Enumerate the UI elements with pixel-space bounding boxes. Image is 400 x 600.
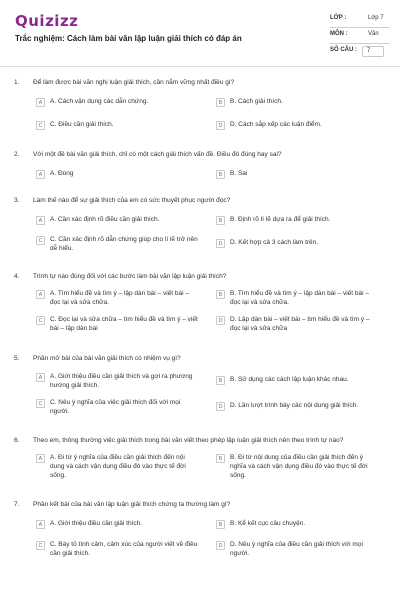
option-c[interactable]	[36, 541, 200, 559]
option-b[interactable]	[216, 98, 380, 107]
question-text: Để làm được bài văn nghị luận giải thích, cần nắm vững nhất điều gì?	[33, 79, 235, 86]
question-text: Với một đề bài văn giải thích, chỉ có một cách giải thích vấn đề. Điều đó đúng hay sai?	[33, 151, 282, 158]
option-text: D. Kết hợp cả 3 cách làm trên.	[230, 239, 319, 246]
option-letter: B	[216, 98, 225, 107]
meta-value: Lớp 7	[368, 15, 384, 21]
option-c[interactable]	[36, 236, 200, 254]
option-text: B. Cách giải thích.	[230, 98, 283, 105]
worksheet-meta	[330, 12, 390, 60]
question-number: 3.	[14, 197, 20, 204]
option-letter: B	[216, 170, 225, 179]
option-text: B. Đi từ nội dung của điều cần giải thích đến ý nghĩa và cách vận dụng điều đó vào thực tế đời sống.	[230, 454, 368, 479]
option-b[interactable]	[216, 376, 380, 385]
option-letter: A	[36, 520, 45, 529]
option-text: C. Bày tỏ tình cảm, cảm xúc của người viết về điều cần giải thích.	[50, 541, 198, 557]
question-text: Làm thế nào để sự giải thích của em có sức thuyết phục người đọc?	[33, 197, 231, 204]
option-letter: B	[216, 454, 225, 463]
option-letter: B	[216, 520, 225, 529]
meta-label: SỐ CÂU :	[330, 47, 357, 53]
option-text: A. Đúng	[50, 170, 74, 177]
quizizz-logo[interactable]: Quizizz	[15, 12, 79, 30]
question-text: Trình tự nào đúng đối với các bước làm bài văn lập luận giải thích?	[33, 273, 227, 280]
meta-label: MÔN :	[330, 31, 348, 37]
option-text: C. Cần xác định rõ dẫn chứng giúp cho lí lẽ trở nên dễ hiểu.	[50, 236, 198, 252]
question-number: 4.	[14, 273, 20, 280]
question-text: Phần kết bài của bài văn lập luận giải thích chứng ta thường làm gì?	[33, 501, 231, 508]
question-number: 5.	[14, 355, 20, 362]
option-d[interactable]	[216, 316, 380, 334]
question-number: 7.	[14, 501, 20, 508]
option-a[interactable]	[36, 170, 200, 179]
option-letter: C	[36, 399, 45, 408]
option-text: C. Nêu ý nghĩa của việc giải thích đối với mọi người.	[50, 399, 181, 415]
question-5	[0, 352, 400, 430]
question-2	[0, 148, 400, 188]
worksheet-title: Trắc nghiệm: Cách làm bài văn lập luận giải thích có đáp án	[15, 34, 242, 43]
option-text: B. Kể kết cục câu chuyện.	[230, 520, 306, 527]
option-b[interactable]	[216, 454, 380, 480]
option-letter: A	[36, 98, 45, 107]
option-letter: D	[216, 541, 225, 550]
question-4	[0, 270, 400, 348]
option-text: B. Tìm hiểu đề và tìm ý – lập dàn bài – viết bài – đọc lại và sửa chữa.	[230, 290, 369, 306]
option-letter: C	[36, 236, 45, 245]
option-text: D. Cách sắp xếp các luận điểm.	[230, 121, 322, 128]
option-a[interactable]	[36, 98, 200, 107]
option-letter: A	[36, 454, 45, 463]
option-c[interactable]	[36, 399, 200, 417]
option-b[interactable]	[216, 520, 380, 529]
option-text: C. Điều cần giải thích.	[50, 121, 114, 128]
option-letter: C	[36, 121, 45, 130]
option-d[interactable]	[216, 121, 380, 130]
option-letter: D	[216, 402, 225, 411]
option-text: A. Cách vận dụng các dẫn chứng.	[50, 98, 149, 105]
option-letter: D	[216, 239, 225, 248]
option-letter: C	[36, 541, 45, 550]
header-divider	[0, 66, 400, 67]
question-text: Theo em, thông thường việc giải thích trong bài văn viết theo phép lập luận giải thích nên theo trình tự nào?	[33, 437, 344, 444]
worksheet-header	[0, 0, 400, 66]
option-text: A. Đi từ ý nghĩa của điều cần giải thích đến nội dung và cách vận dụng điều đó vào thực tế đời sống.	[50, 454, 186, 479]
option-a[interactable]	[36, 373, 200, 391]
option-d[interactable]	[216, 541, 380, 559]
option-letter: B	[216, 216, 225, 225]
option-letter: B	[216, 290, 225, 299]
meta-label: LỚP :	[330, 15, 347, 21]
option-letter: A	[36, 170, 45, 179]
option-text: B. Định rõ lí lẽ dựa ra để giải thích.	[230, 216, 331, 223]
option-a[interactable]	[36, 520, 200, 529]
option-a[interactable]	[36, 216, 200, 225]
option-text: A. Giới thiệu điều cần giải thích và gợi ra phương hướng giải thích.	[50, 373, 193, 389]
option-letter: B	[216, 376, 225, 385]
option-text: A. Giới thiệu điều cần giải thích.	[50, 520, 143, 527]
option-text: B. Sai	[230, 170, 248, 177]
option-letter: C	[36, 316, 45, 325]
option-text: C. Đọc lại và sửa chữa – tìm hiểu đề và tìm ý – viết bài – lập dàn bài	[50, 316, 198, 332]
question-6	[0, 434, 400, 496]
option-text: A. Tìm hiểu đề và tìm ý – lập dàn bài – viết bài – đọc lại và sửa chữa.	[50, 290, 189, 306]
option-text: D. Nêu ý nghĩa của điều cần giải thích với mọi người.	[230, 541, 363, 557]
option-a[interactable]	[36, 290, 200, 308]
meta-row-grade	[330, 12, 390, 28]
question-7	[0, 498, 400, 578]
option-d[interactable]	[216, 239, 380, 248]
option-b[interactable]	[216, 216, 380, 225]
option-letter: D	[216, 121, 225, 130]
option-letter: A	[36, 216, 45, 225]
option-letter: A	[36, 373, 45, 382]
option-letter: D	[216, 316, 225, 325]
meta-value: 7	[362, 46, 384, 57]
question-text: Phần mở bài của bài văn giải thích có nhiệm vụ gì?	[33, 355, 181, 362]
question-number: 6.	[14, 437, 20, 444]
option-a[interactable]	[36, 454, 200, 480]
question-number: 2.	[14, 151, 20, 158]
option-text: D. Lập dàn bài – viết bài – tìm hiểu đề và tìm ý – đọc lại và sửa chữa	[230, 316, 370, 332]
option-text: B. Sử dụng các cách lập luận khác nhau.	[230, 376, 349, 383]
meta-row-question-count	[330, 44, 390, 60]
option-b[interactable]	[216, 170, 380, 179]
meta-value: Văn	[368, 31, 379, 37]
option-d[interactable]	[216, 402, 380, 411]
meta-row-subject	[330, 28, 390, 44]
option-letter: A	[36, 290, 45, 299]
question-3	[0, 194, 400, 264]
option-text: D. Lần lượt trình bày các nội dung giải thích.	[230, 402, 359, 409]
question-number: 1.	[14, 79, 20, 86]
option-c[interactable]	[36, 316, 200, 334]
option-c[interactable]	[36, 121, 200, 130]
question-1	[0, 76, 400, 146]
option-b[interactable]	[216, 290, 380, 308]
option-text: A. Cần xác định rõ điều cần giải thích.	[50, 216, 160, 223]
